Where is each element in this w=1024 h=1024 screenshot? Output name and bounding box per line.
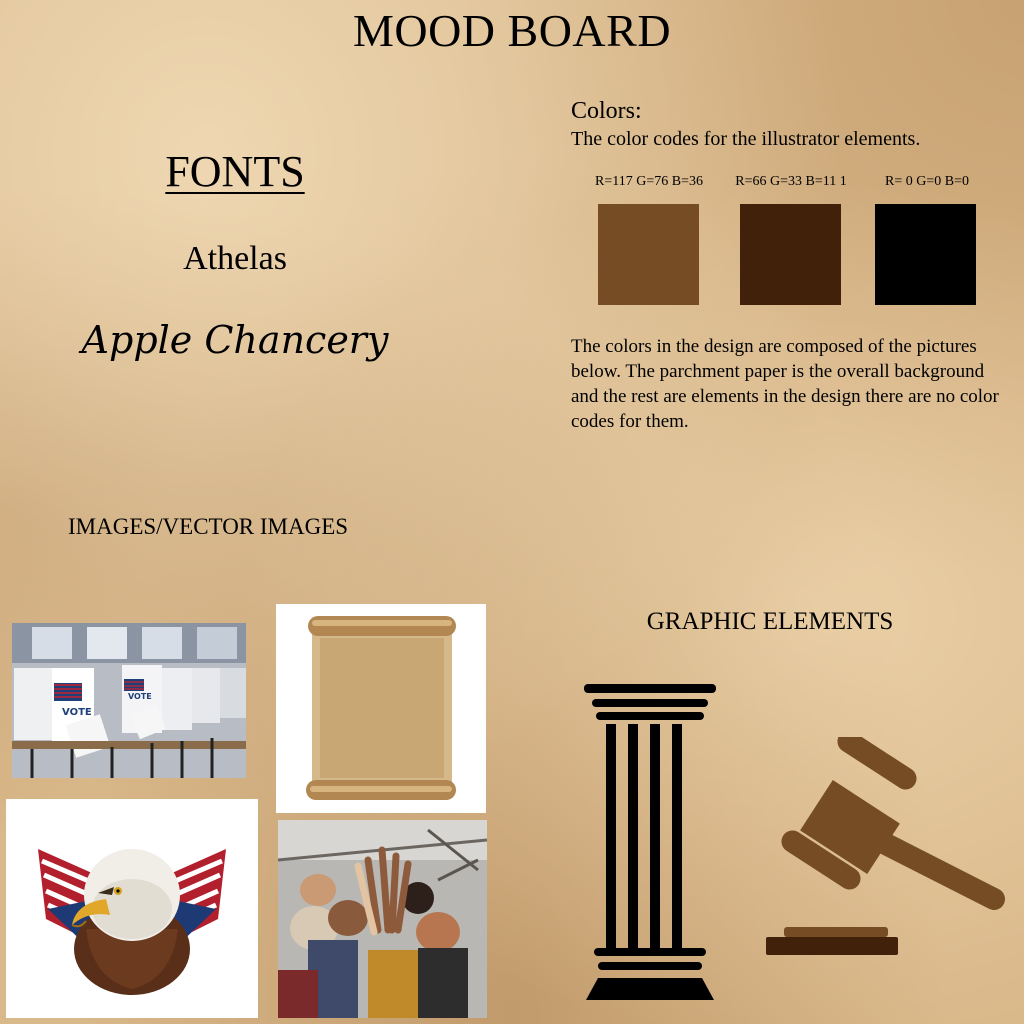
color-swatch-black: [875, 204, 976, 305]
vote-sign-1: VOTE: [62, 707, 92, 718]
page-title: MOOD BOARD: [352, 5, 672, 56]
images-heading: IMAGES/VECTOR IMAGES: [68, 514, 349, 539]
bald-eagle-flag-illustration: [6, 799, 258, 1018]
group-high-five-photo: [278, 820, 487, 1018]
vote-sign-2: VOTE: [128, 692, 152, 701]
color-swatch-dark-brown: [740, 204, 841, 305]
graphics-heading: GRAPHIC ELEMENTS: [646, 608, 894, 635]
fonts-heading-text: FONTS: [165, 147, 305, 196]
font-sample-athelas: Athelas: [183, 240, 287, 277]
column-icon: [584, 684, 716, 1002]
voting-booths-photo: [12, 623, 246, 778]
colors-subtitle: The color codes for the illustrator elements.: [571, 128, 921, 150]
fonts-heading: [80, 146, 390, 197]
font-sample-apple-chancery: Apple Chancery: [81, 318, 389, 362]
parchment-scroll-photo: [276, 604, 486, 813]
color-swatch-brown: [598, 204, 699, 305]
gavel-icon: [762, 737, 1010, 957]
swatch-code-3: R= 0 G=0 B=0: [885, 174, 969, 189]
swatch-code-2: R=66 G=33 B=11 1: [735, 174, 847, 189]
colors-description: The colors in the design are composed of the pictures below. The parchment paper is the overall background and the rest are elements in the design there are no color codes for them.: [571, 336, 999, 432]
swatch-code-1: R=117 G=76 B=36: [595, 174, 703, 189]
colors-heading: Colors:: [571, 98, 642, 124]
